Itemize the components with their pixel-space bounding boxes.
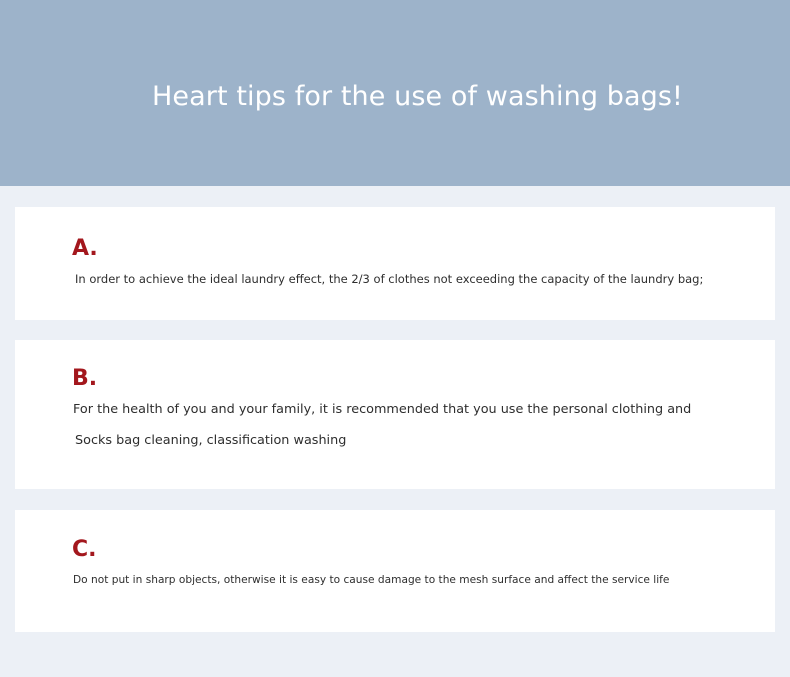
- tip-text-b-line-1: For the health of you and your family, it is recommended that you use the personal clothing and: [73, 402, 692, 417]
- tip-text-a: In order to achieve the ideal laundry effect, the 2/3 of clothes not exceeding the capacity of the laundry bag;: [75, 272, 704, 286]
- tip-text-b-line-2: Socks bag cleaning, classification washing: [75, 433, 347, 448]
- tip-card-a: [15, 207, 775, 320]
- tip-card-c: [15, 510, 775, 632]
- tip-text-c: Do not put in sharp objects, otherwise it is easy to cause damage to the mesh surface and affect the service life: [73, 574, 670, 586]
- tip-label-a: A.: [72, 236, 98, 261]
- tip-label-c: C.: [72, 537, 97, 562]
- page-title: Heart tips for the use of washing bags!: [152, 81, 683, 112]
- tip-label-b: B.: [72, 366, 98, 391]
- tip-card-b: [15, 340, 775, 489]
- header-banner: [0, 0, 790, 186]
